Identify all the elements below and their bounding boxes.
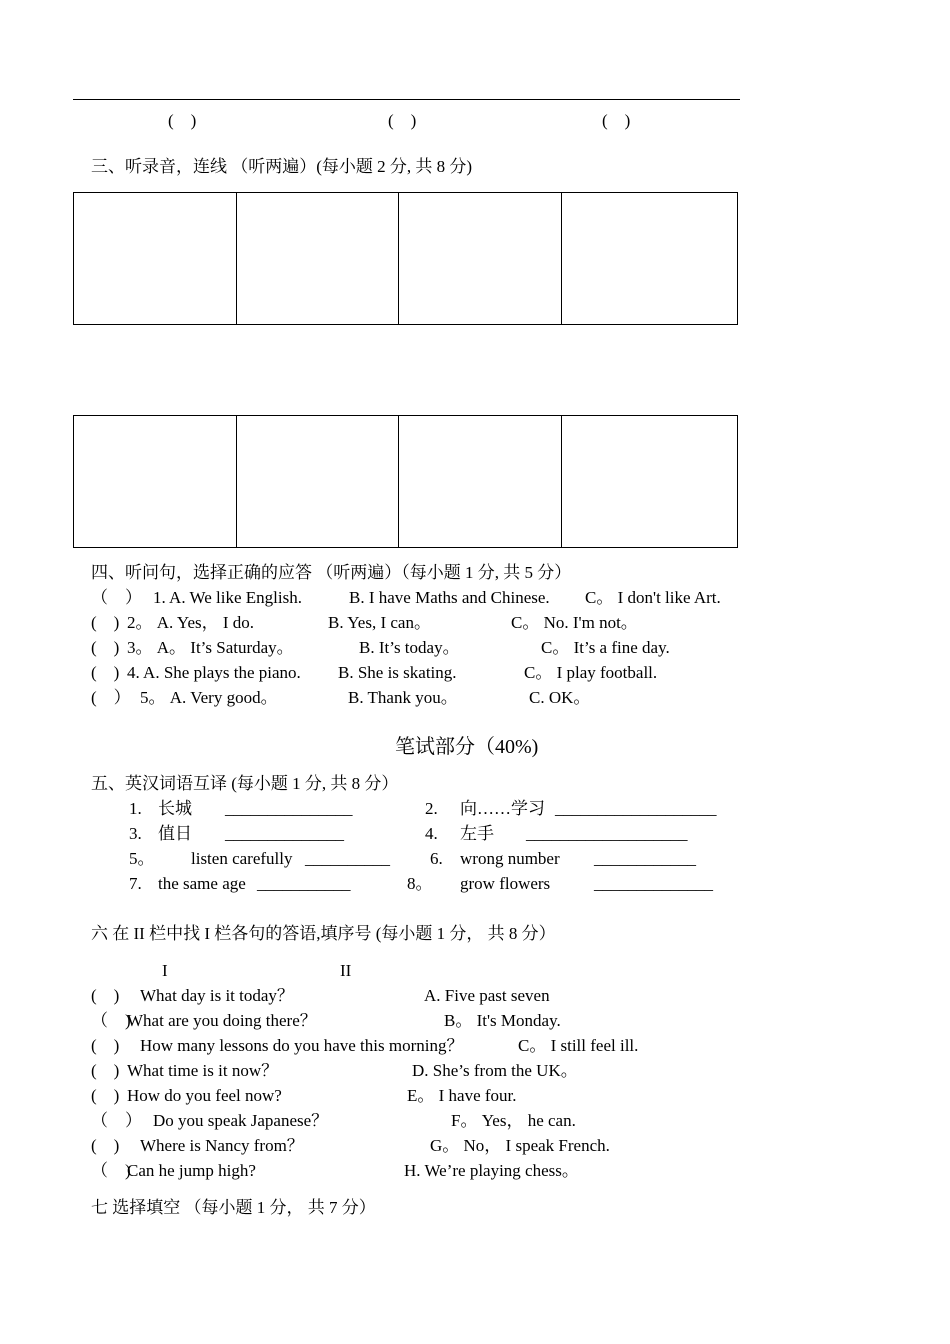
answer-line[interactable]: ______________ [225,824,344,843]
item-number: 3. [129,824,142,843]
item-text: 左手 [460,824,494,843]
question-option-c: C。 I don't like Art. [585,588,721,607]
answer-line[interactable]: ___________________ [526,824,688,843]
picture-cell [74,416,237,547]
item-number: 4. [425,824,438,843]
question-option-b: B. It’s today。 [359,638,460,657]
answer-blank[interactable]: ( ) [91,663,120,682]
picture-cell [562,193,737,324]
item-number: 2. [425,799,438,818]
question-text: Where is Nancy from？ [140,1136,304,1155]
answer-option: H. We’re playing chess。 [404,1161,579,1180]
answer-option: E。 I have four. [407,1086,517,1105]
answer-option: B。 It's Monday. [444,1011,561,1030]
answer-blank[interactable]: ( ) [91,986,120,1005]
question-text: What time is it now？ [127,1061,279,1080]
question-option-b: B. She is skating. [338,663,457,682]
item-text: grow flowers [460,874,551,893]
item-number: 7. [129,874,142,893]
item-number: 1. [129,799,142,818]
item-number: 6. [430,849,443,868]
answer-blank[interactable]: ( ) [91,1061,120,1080]
answer-blank[interactable]: （ ) [91,1011,131,1030]
question-option-a: 5。 A. Very good。 [140,688,278,707]
picture-cell [74,193,237,324]
question-option-c: C。 It’s a fine day. [541,638,670,657]
answer-blank[interactable]: ( ) [91,638,120,657]
section4-heading: 四、听问句，选择正确的应答 （听两遍）（每小题 1 分, 共 5 分） [91,563,572,582]
answer-blank[interactable]: （ ) [91,1161,131,1180]
column-label-ii: II [340,961,352,980]
item-text: 向……学习 [460,799,545,818]
top-rule [73,99,740,100]
item-text: 长城 [158,799,192,818]
answer-blank[interactable]: ( ) [91,1086,120,1105]
item-number: 5。 [129,849,155,868]
picture-cell [562,416,737,547]
answer-blank[interactable]: （ ） [91,1111,142,1130]
picture-grid-top [73,192,738,325]
item-number: 8。 [407,874,433,893]
question-option-a: 1. A. We like English. [153,588,302,607]
answer-line[interactable]: _______________ [225,799,353,818]
section5-heading: 五、英汉词语互译 (每小题 1 分, 共 8 分） [91,774,399,793]
answer-line[interactable]: ___________________ [555,799,717,818]
question-text: Can he jump high? [127,1161,256,1180]
answer-option: D. She’s from the UK。 [412,1061,578,1080]
column-label-i: I [162,961,168,980]
answer-line[interactable]: __________ [305,849,390,868]
answer-option: C。 I still feel ill. [518,1036,639,1055]
answer-line[interactable]: ______________ [594,874,713,893]
question-text: How many lessons do you have this morning？ [140,1036,464,1055]
answer-blank[interactable]: ( ) [91,1036,120,1055]
section7-heading: 七 选择填空 （每小题 1 分， 共 7 分） [91,1198,376,1217]
picture-cell [237,193,399,324]
section3-heading: 三、听录音，连线 （听两遍）(每小题 2 分, 共 8 分) [91,157,473,176]
question-text: What day is it today？ [140,986,294,1005]
answer-blank[interactable]: ( ) [602,111,631,130]
answer-option: F。 Yes， he can. [451,1111,576,1130]
question-option-b: B. I have Maths and Chinese. [349,588,550,607]
answer-blank[interactable]: ( ） [91,688,131,707]
answer-line[interactable]: ____________ [594,849,696,868]
item-text: 值日 [158,824,192,843]
question-option-c: C。 No. I'm not。 [511,613,638,632]
answer-option: G。 No， I speak French. [430,1136,610,1155]
answer-blank[interactable]: ( ) [91,1136,120,1155]
answer-line[interactable]: ___________ [257,874,351,893]
question-option-a: 4. A. She plays the piano. [127,663,301,682]
item-text: listen carefully [191,849,293,868]
question-option-a: 2。 A. Yes， I do. [127,613,255,632]
question-option-a: 3。 A。 It’s Saturday。 [127,638,294,657]
question-option-c: C。 I play football. [524,663,658,682]
written-part-title: 笔试部分（40%) [395,736,539,758]
picture-cell [237,416,399,547]
item-text: the same age [158,874,246,893]
section6-heading: 六 在 II 栏中找 I 栏各句的答语,填序号 (每小题 1 分， 共 8 分） [91,924,556,943]
question-option-c: C. OK。 [529,688,591,707]
answer-option: A. Five past seven [424,986,550,1005]
picture-cell [399,416,562,547]
answer-blank[interactable]: ( ) [388,111,417,130]
answer-blank[interactable]: ( ) [168,111,197,130]
answer-blank[interactable]: ( ) [91,613,120,632]
question-text: How do you feel now? [127,1086,282,1105]
question-option-b: B. Yes, I can。 [328,613,431,632]
question-text: What are you doing there？ [127,1011,317,1030]
picture-cell [399,193,562,324]
picture-grid-bottom [73,415,738,548]
question-option-b: B. Thank you。 [348,688,458,707]
question-text: Do you speak Japanese？ [153,1111,329,1130]
answer-blank[interactable]: （ ） [91,588,142,607]
item-text: wrong number [460,849,560,868]
